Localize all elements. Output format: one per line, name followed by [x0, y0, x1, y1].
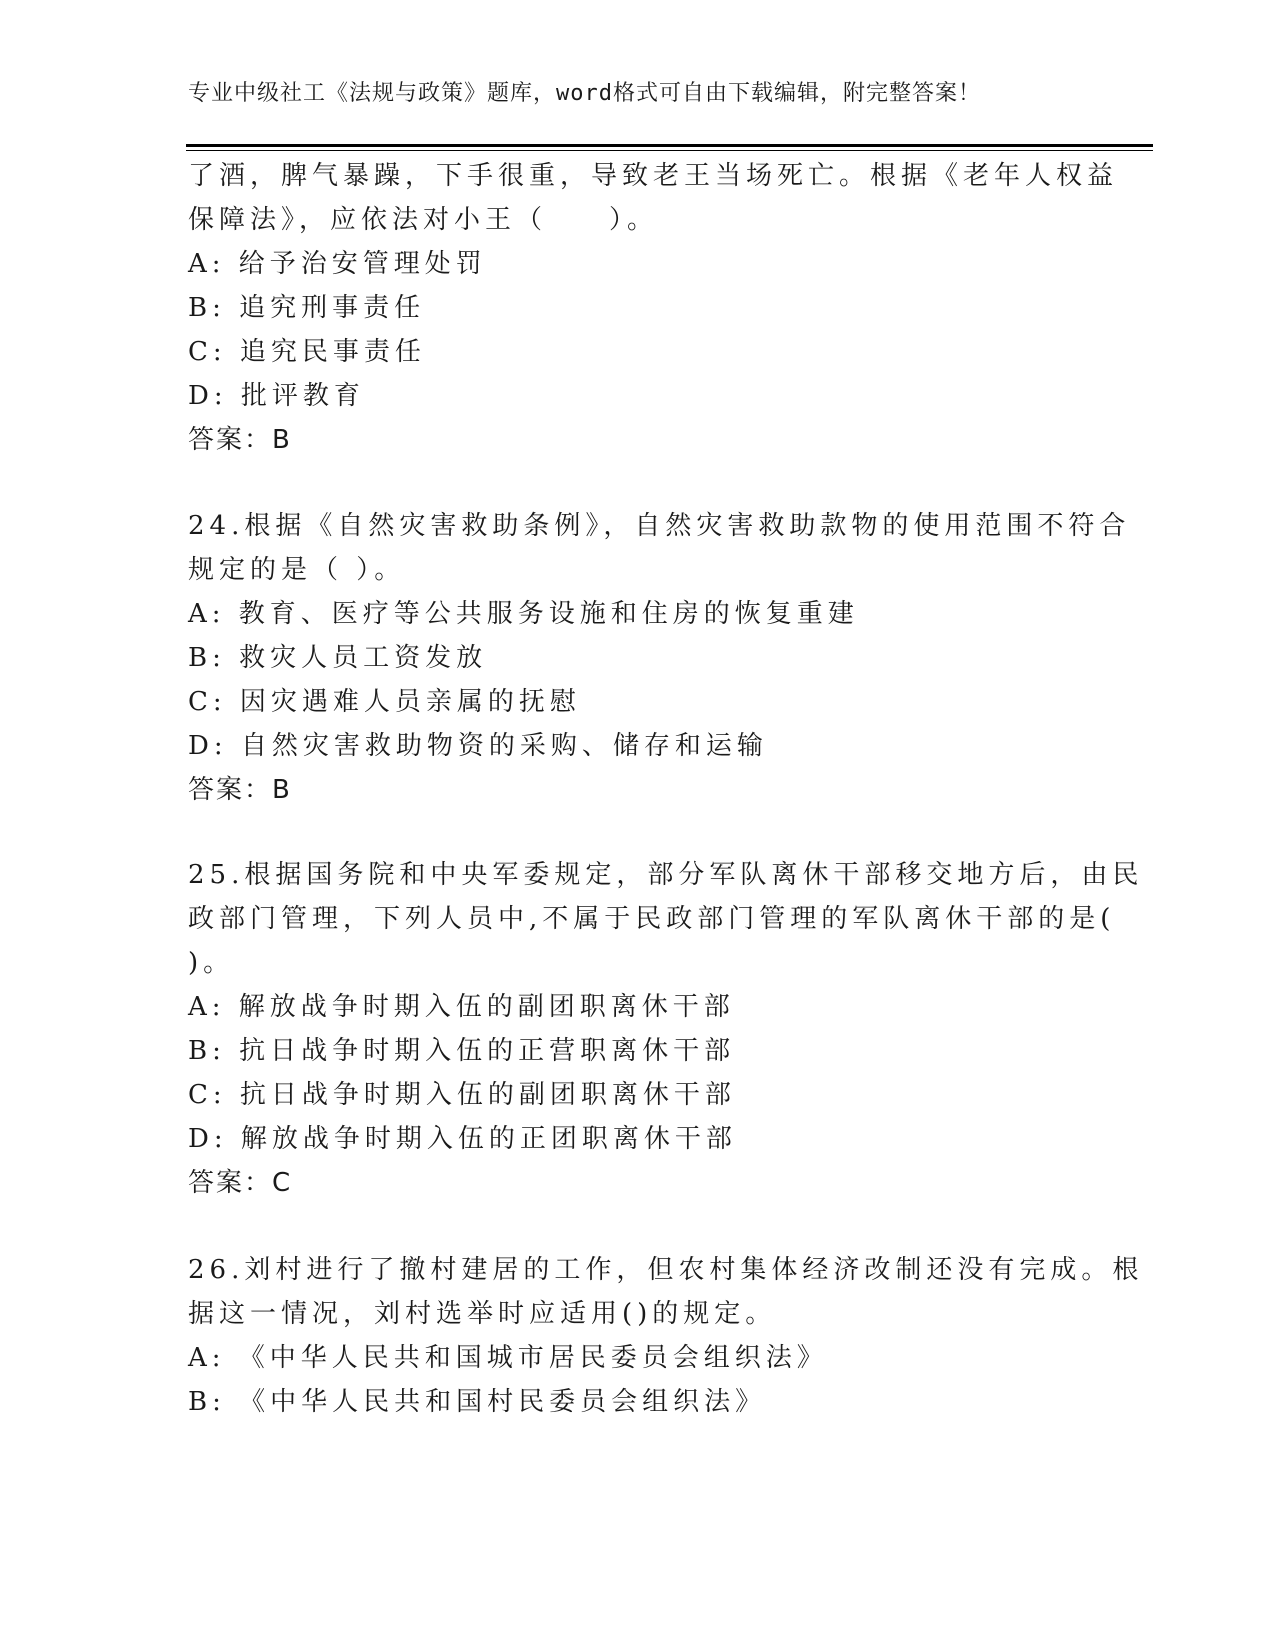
q25-stem-line-1: 25.根据国务院和中央军委规定，部分军队离休干部移交地方后，由民 — [188, 860, 1144, 890]
q25-option-c: C: 抗日战争时期入伍的副团职离休干部 — [188, 1080, 736, 1110]
q24-option-a: A: 教育、医疗等公共服务设施和住房的恢复重建 — [188, 599, 859, 629]
q23-stem-line-1: 了酒，脾气暴躁，下手很重，导致老王当场死亡。根据《老年人权益 — [188, 161, 1119, 191]
header-rule-thick — [186, 144, 1153, 147]
q26-stem-line-2: 据这一情况，刘村选举时应适用()的规定。 — [188, 1299, 777, 1329]
q23-option-a: A: 给予治安管理处罚 — [188, 249, 487, 279]
q25-option-d: D: 解放战争时期入伍的正团职离休干部 — [188, 1124, 737, 1154]
q25-stem-line-2: 政部门管理，下列人员中,不属于民政部门管理的军队离休干部的是( — [188, 904, 1116, 934]
q24-stem-line-2: 规定的是（ ）。 — [188, 555, 406, 585]
header-rule-thin — [186, 150, 1153, 151]
q25-answer: 答案：C — [188, 1168, 293, 1198]
q25-stem-line-3: )。 — [188, 948, 235, 978]
page-header: 专业中级社工《法规与政策》题库，word格式可自由下载编辑，附完整答案！ — [188, 81, 981, 106]
q25-option-b: B: 抗日战争时期入伍的正营职离休干部 — [188, 1036, 736, 1066]
q24-option-b: B: 救灾人员工资发放 — [188, 643, 488, 673]
q26-option-b: B: 《中华人民共和国村民委员会组织法》 — [188, 1387, 767, 1417]
q23-option-c: C: 追究民事责任 — [188, 337, 426, 367]
q26-option-a: A: 《中华人民共和国城市居民委员会组织法》 — [188, 1343, 828, 1373]
q24-option-d: D: 自然灾害救助物资的采购、储存和运输 — [188, 731, 768, 761]
q26-stem-line-1: 26.刘村进行了撤村建居的工作，但农村集体经济改制还没有完成。根 — [188, 1255, 1144, 1285]
q23-stem-line-2: 保障法》，应依法对小王（ ）。 — [188, 205, 659, 235]
q23-answer: 答案：B — [188, 425, 292, 455]
q25-option-a: A: 解放战争时期入伍的副团职离休干部 — [188, 992, 735, 1022]
q24-answer: 答案：B — [188, 775, 292, 805]
q24-option-c: C: 因灾遇难人员亲属的抚慰 — [188, 687, 581, 717]
q24-stem-line-1: 24.根据《自然灾害救助条例》，自然灾害救助款物的使用范围不符合 — [188, 511, 1131, 541]
q23-option-b: B: 追究刑事责任 — [188, 293, 426, 323]
q23-option-d: D: 批评教育 — [188, 381, 365, 411]
